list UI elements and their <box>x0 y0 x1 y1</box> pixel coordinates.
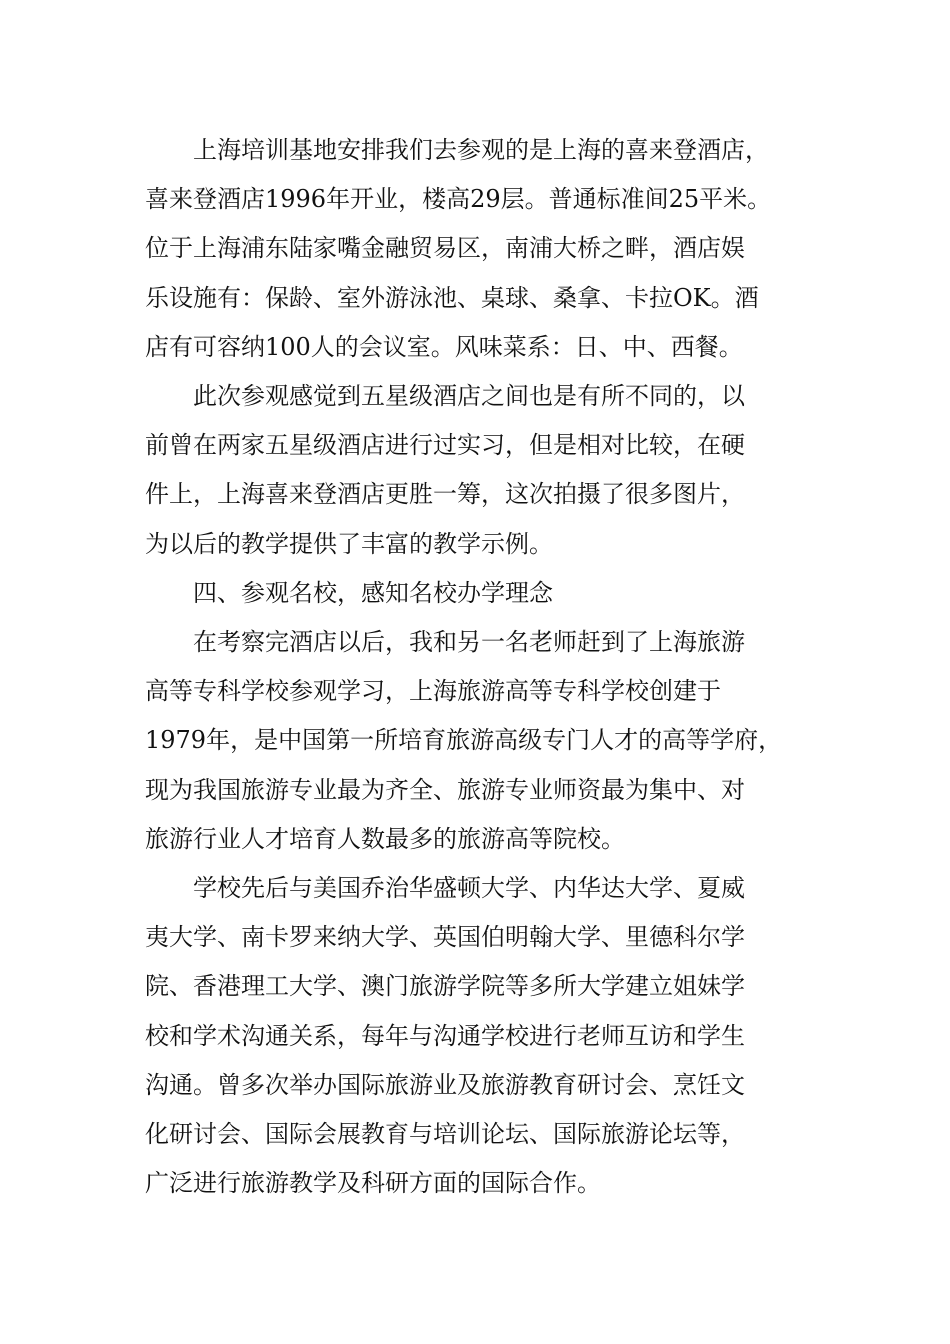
text-line: 喜来登酒店1996年开业，楼高29层。普通标准间25平米。 <box>145 185 772 214</box>
paragraph-school-visit <box>145 618 825 864</box>
section-heading-text: 四、参观名校，感知名校办学理念 <box>193 578 553 607</box>
text-line: 院、香港理工大学、澳门旅游学院等多所大学建立姐妹学 <box>145 972 745 1001</box>
text-line: 现为我国旅游专业最为齐全、旅游专业师资最为集中、对 <box>145 775 745 804</box>
text-line: 化研讨会、国际会展教育与培训论坛、国际旅游论坛等， <box>145 1120 745 1149</box>
text-line: 在考察完酒店以后，我和另一名老师赶到了上海旅游 <box>193 628 745 657</box>
text-line: 乐设施有：保龄、室外游泳池、桌球、桑拿、卡拉OK。酒 <box>145 283 759 312</box>
text-line: 学校先后与美国乔治华盛顿大学、内华达大学、夏威 <box>193 874 745 903</box>
text-line: 沟通。曾多次举办国际旅游业及旅游教育研讨会、烹饪文 <box>145 1070 745 1099</box>
paragraph-international-cooperation <box>145 864 825 1208</box>
section-heading <box>145 569 825 618</box>
text-line: 高等专科学校参观学习，上海旅游高等专科学校创建于 <box>145 677 721 706</box>
text-line: 旅游行业人才培育人数最多的旅游高等院校。 <box>145 824 625 853</box>
document-body <box>145 126 825 1208</box>
text-line: 校和学术沟通关系，每年与沟通学校进行老师互访和学生 <box>145 1021 745 1050</box>
text-line: 店有可容纳100人的会议室。风味菜系：日、中、西餐。 <box>145 332 743 361</box>
text-line: 广泛进行旅游教学及科研方面的国际合作。 <box>145 1169 601 1198</box>
text-line: 前曾在两家五星级酒店进行过实习，但是相对比较，在硬 <box>145 431 745 460</box>
text-line: 夷大学、南卡罗来纳大学、英国伯明翰大学、里德科尔学 <box>145 923 745 952</box>
text-line: 件上，上海喜来登酒店更胜一筹，这次拍摄了很多图片， <box>145 480 745 509</box>
text-line: 为以后的教学提供了丰富的教学示例。 <box>145 529 553 558</box>
paragraph-hotel-comparison <box>145 372 825 569</box>
text-line: 上海培训基地安排我们去参观的是上海的喜来登酒店， <box>193 136 769 164</box>
paragraph-sheraton-visit <box>145 126 825 372</box>
text-line: 1979年，是中国第一所培育旅游高级专门人才的高等学府， <box>145 726 783 755</box>
text-line: 位于上海浦东陆家嘴金融贸易区，南浦大桥之畔，酒店娱 <box>145 234 745 263</box>
text-line: 此次参观感觉到五星级酒店之间也是有所不同的，以 <box>193 382 745 411</box>
